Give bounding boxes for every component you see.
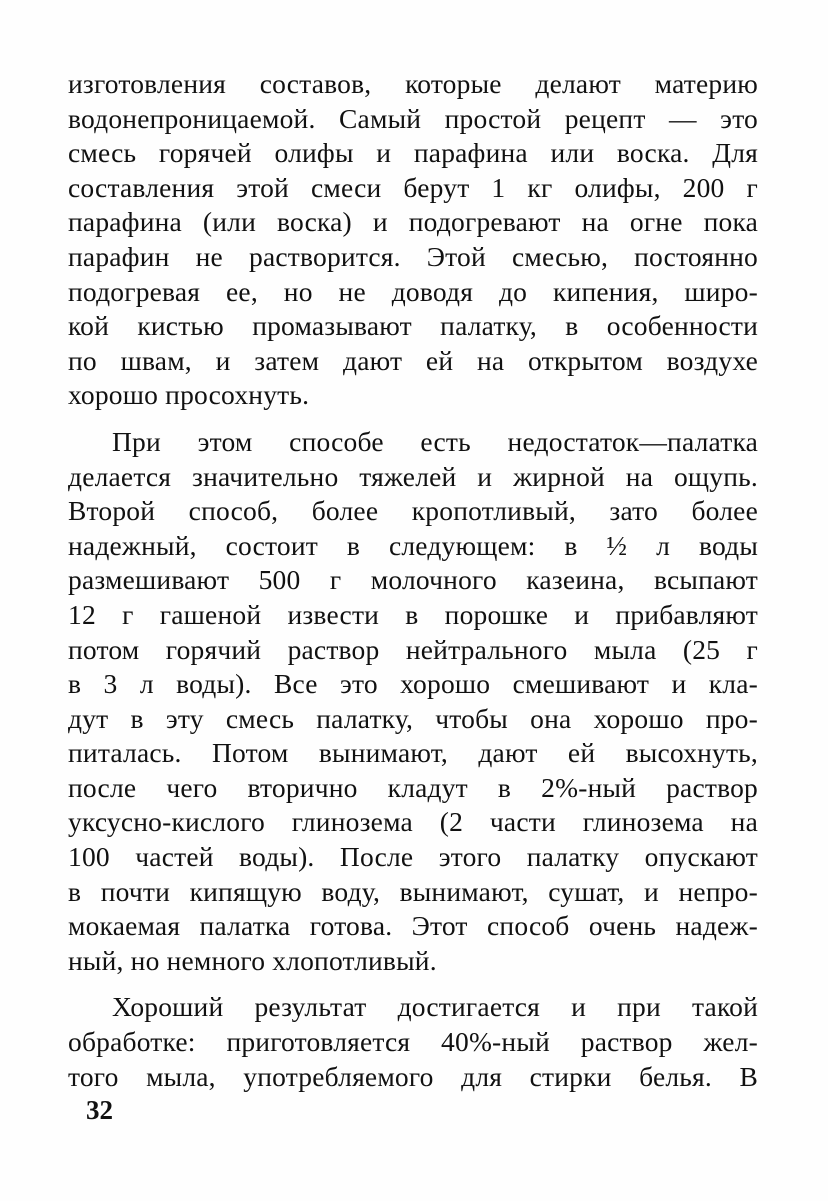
- text-line: мокаемая палатка готова. Этот способ очень надеж-: [68, 910, 758, 942]
- text-line: потом горячий раствор нейтрального мыла (25 г: [68, 633, 758, 665]
- text-line: Второй способ, более кропотливый, зато более: [68, 495, 758, 527]
- text-line: питалась. Потом вынимают, дают ей высохнуть,: [68, 737, 758, 769]
- text-line: При этом способе есть недостаток—палатка: [112, 425, 758, 457]
- paragraph-1: [68, 67, 758, 413]
- text-line: делается значительно тяжелей и жирной на ощупь.: [68, 460, 758, 492]
- text-line: смесь горячей олифы и парафина или воска. Для: [68, 137, 758, 169]
- text-line: составления этой смеси берут 1 кг олифы, 200 г: [68, 171, 758, 203]
- text-line: парафина (или воска) и подогревают на огне пока: [68, 206, 758, 238]
- paragraph-spacer: [68, 413, 758, 425]
- text-line: кой кистью промазывают палатку, в особенности: [68, 310, 758, 342]
- text-line: в почти кипящую воду, вынимают, сушат, и непро-: [68, 875, 758, 907]
- text-line: того мыла, употребляемого для стирки белья. В: [68, 1060, 758, 1092]
- text-line: водонепроницаемой. Самый простой рецепт — это: [68, 102, 758, 134]
- text-line: в 3 л воды). Все это хорошо смешивают и кла-: [68, 668, 758, 700]
- text-line: дут в эту смесь палатку, чтобы она хорошо про-: [68, 702, 758, 734]
- text-line: по швам, и затем дают ей на открытом воздухе: [68, 344, 758, 376]
- text-line: обработке: приготовляется 40%-ный раствор жел-: [68, 1026, 758, 1058]
- text-line: уксусно-кислого глинозема (2 части глинозема на: [68, 806, 758, 838]
- text-line: хорошо просохнуть.: [68, 379, 310, 411]
- text-line: размешивают 500 г молочного казеина, всыпают: [68, 564, 758, 596]
- body-text: [68, 67, 758, 1094]
- text-line: ный, но немного хлопотливый.: [68, 944, 437, 976]
- text-line: Хороший результат достигается и при такой: [112, 991, 758, 1023]
- text-line: после чего вторично кладут в 2%-ный раствор: [68, 771, 758, 803]
- text-line: изготовления составов, которые делают материю: [68, 68, 758, 99]
- text-line: 12 г гашеной извести в порошке и прибавляют: [68, 598, 758, 630]
- text-line: парафин не растворится. Этой смесью, постоянно: [68, 240, 758, 272]
- page-number: 32: [86, 1095, 113, 1125]
- text-line: 100 частей воды). После этого палатку опускают: [68, 841, 758, 873]
- paragraph-2: [68, 425, 758, 979]
- text-line: надежный, состоит в следующем: в ½ л воды: [68, 529, 758, 561]
- text-line: подогревая ее, но не доводя до кипения, широ-: [68, 275, 758, 307]
- paragraph-spacer: [68, 978, 758, 990]
- paragraph-3: [68, 990, 758, 1094]
